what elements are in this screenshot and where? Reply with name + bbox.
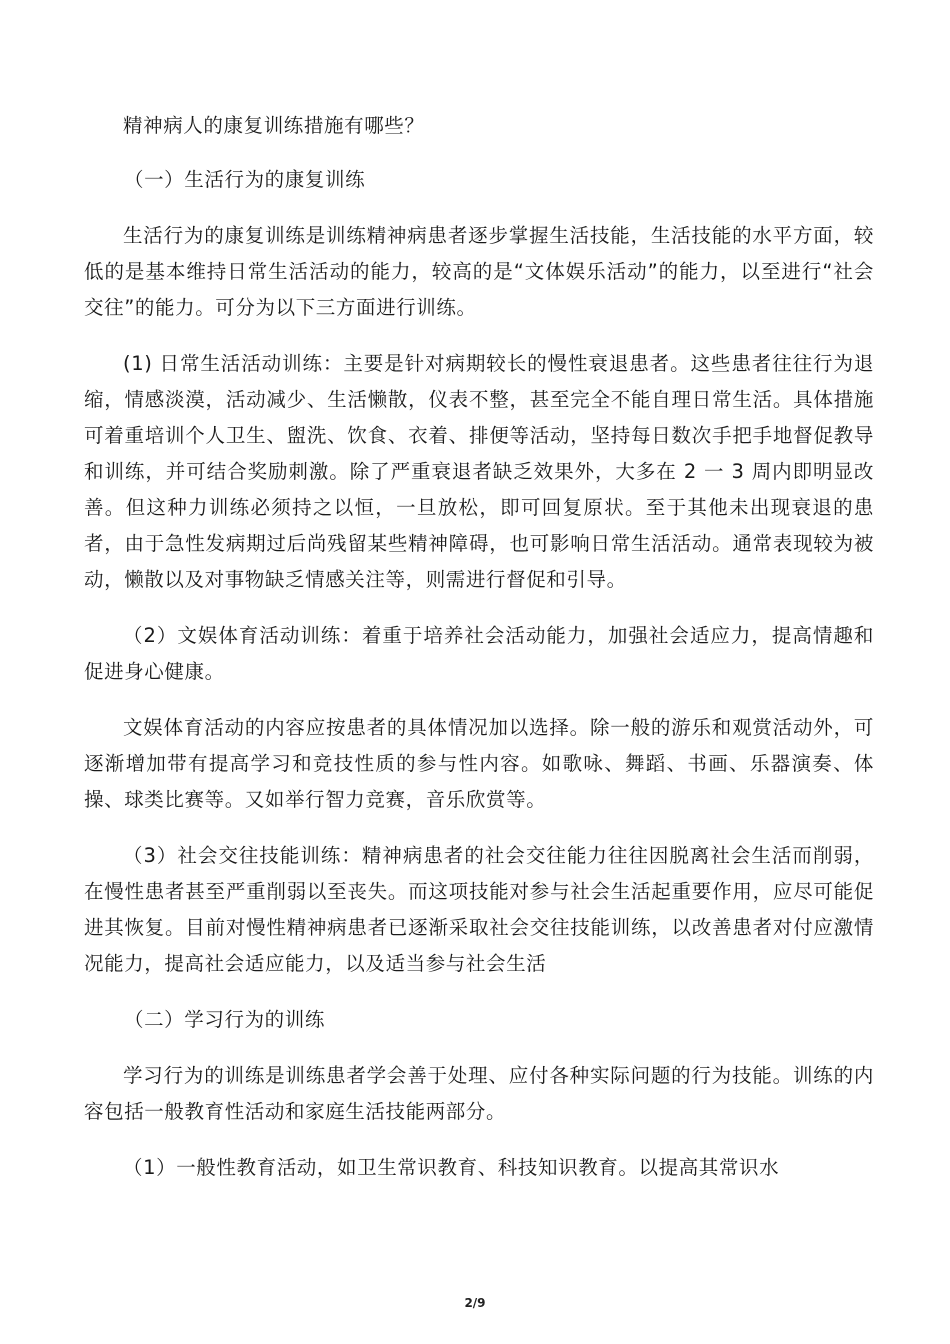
list-item-daily-activities: (1) 日常生活活动训练：主要是针对病期较长的慢性衰退患者。这些患者往往行为退缩，情感淡漠，活动减少、生活懒散，仪表不整，甚至完全不能自理日常生活。具体措施可着重培训个人卫生、盥洗、饮食、衣着、排便等活动，坚持每日数次手把手地督促教导和训练，并可结合奖励刺激。除了严重衰退者缺乏效果外，大多在 2 一 3 周内即明显改善。但这种力训练必须持之以恒，一旦放松，即可回复原状。至于其他未出现衰退的患者，由于急性发病期过后尚残留某些精神障碍，也可影响日常生活活动。通常表现较为被动，懒散以及对事物缺乏情感关注等，则需进行督促和引导。 bbox=[84, 352, 874, 591]
list-item-education: （1）一般性教育活动，如卫生常识教育、科技知识教育。以提高其常识水 bbox=[123, 1156, 780, 1179]
document-body bbox=[84, 108, 874, 1186]
section-intro-1: 生活行为的康复训练是训练精神病患者逐步掌握生活技能，生活技能的水平方面，较低的是基本维持日常生活活动的能力，较高的是“文体娱乐活动”的能力，以至进行“社会交往”的能力。可分为以下三方面进行训练。 bbox=[84, 224, 874, 319]
page-number: 2/9 bbox=[464, 1296, 486, 1310]
section-heading-2: （二）学习行为的训练 bbox=[123, 1008, 325, 1031]
recreation-detail: 文娱体育活动的内容应按患者的具体情况加以选择。除一般的游乐和观赏活动外，可逐渐增加带有提高学习和竞技性质的参与性内容。如歌咏、舞蹈、书画、乐器演奏、体操、球类比赛等。又如举行智力竞赛，音乐欣赏等。 bbox=[84, 716, 874, 811]
question-title: 精神病人的康复训练措施有哪些？ bbox=[123, 114, 425, 137]
list-item-social-skills: （3）社会交往技能训练：精神病患者的社会交往能力往往因脱离社会生活而削弱，在慢性患者甚至严重削弱以至丧失。而这项技能对参与社会生活起重要作用，应尽可能促进其恢复。目前对慢性精神病患者已逐渐采取社会交往技能训练，以改善患者对付应激情况能力，提高社会适应能力，以及适当参与社会生活 bbox=[84, 844, 874, 975]
section-heading-1: （一）生活行为的康复训练 bbox=[123, 168, 366, 191]
list-item-recreation: （2）文娱体育活动训练：着重于培养社会活动能力，加强社会适应力，提高情趣和促进身心健康。 bbox=[84, 624, 874, 683]
section-intro-2: 学习行为的训练是训练患者学会善于处理、应付各种实际问题的行为技能。训练的内容包括一般教育性活动和家庭生活技能两部分。 bbox=[84, 1064, 874, 1123]
